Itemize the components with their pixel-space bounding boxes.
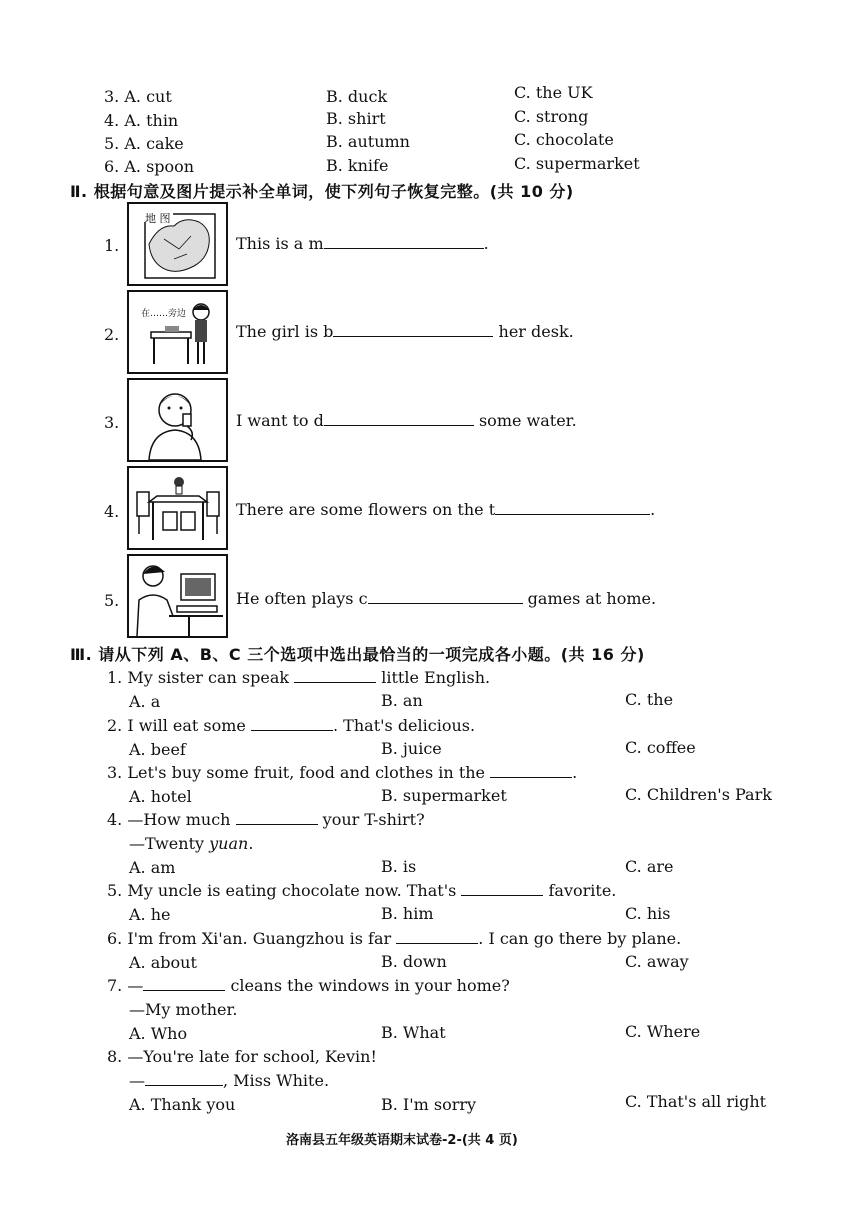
question-text: favorite.: [548, 881, 617, 900]
option-c: C. strong: [514, 107, 589, 126]
sentence-end: games at home.: [527, 589, 657, 608]
option-a: 3. A. cut: [104, 87, 172, 106]
boy-drinking-picture: [127, 378, 228, 462]
answer-blank[interactable]: [143, 976, 225, 991]
reply-text: —: [129, 1071, 145, 1090]
option-a[interactable]: A. am: [129, 858, 176, 877]
option-b[interactable]: B. him: [381, 904, 434, 923]
question-text: 3. Let's buy some fruit, food and clothes in the: [107, 763, 486, 782]
sentence-start: I want to: [236, 411, 309, 430]
sentence-end: .: [483, 234, 489, 253]
picture-label: 地 图: [145, 212, 171, 225]
option-a[interactable]: A. Thank you: [129, 1095, 236, 1114]
reply-italic: yuan: [209, 834, 249, 853]
item-number: 1.: [104, 236, 120, 255]
option-b[interactable]: B. is: [381, 857, 417, 876]
option-b[interactable]: B. an: [381, 691, 423, 710]
sentence-start: He often plays: [236, 589, 354, 608]
option-c[interactable]: C. are: [625, 857, 674, 876]
item-number: 4.: [104, 502, 120, 521]
answer-blank[interactable]: [145, 1071, 223, 1086]
sentence-end: some water.: [478, 411, 577, 430]
option-c[interactable]: C. Children's Park: [625, 785, 772, 804]
option-a: 4. A. thin: [104, 111, 179, 130]
question-8-reply: [129, 1071, 329, 1090]
answer-blank[interactable]: [368, 589, 523, 604]
sentence-end: .: [650, 500, 656, 519]
first-letter: d: [313, 411, 324, 430]
reply-text: —Twenty: [129, 834, 205, 853]
reply-end: .: [248, 834, 254, 853]
option-c[interactable]: C. Where: [625, 1022, 701, 1041]
option-a[interactable]: A. a: [129, 692, 161, 711]
answer-blank[interactable]: [324, 411, 474, 426]
first-letter: c: [358, 589, 368, 608]
answer-blank[interactable]: [396, 929, 478, 944]
option-c[interactable]: C. That's all right: [625, 1092, 767, 1111]
first-letter: t: [488, 500, 496, 519]
sentence-start: There are some flowers on the: [236, 500, 484, 519]
reply-end: , Miss White.: [223, 1071, 330, 1090]
answer-blank[interactable]: [324, 234, 484, 249]
question-6: [107, 929, 681, 948]
question-text: 2. I will eat some: [107, 716, 246, 735]
option-a: 6. A. spoon: [104, 157, 195, 176]
option-b[interactable]: B. juice: [381, 739, 442, 758]
option-b[interactable]: B. down: [381, 952, 447, 971]
option-a: 5. A. cake: [104, 134, 184, 153]
answer-blank[interactable]: [236, 810, 318, 825]
question-text: 6. I'm from Xi'an. Guangzhou is far: [107, 929, 392, 948]
question-text: your T-shirt?: [322, 810, 425, 829]
section2-heading: Ⅱ. 根据句意及图片提示补全单词，使下列句子恢复完整。(共 10 分): [70, 182, 574, 201]
sentence-start: This is a: [236, 234, 304, 253]
option-c: C. chocolate: [514, 130, 614, 149]
question-text: 1. My sister can speak: [107, 668, 290, 687]
option-c[interactable]: C. the: [625, 690, 674, 709]
option-a[interactable]: A. hotel: [129, 787, 192, 806]
question-5: [107, 881, 616, 900]
option-b: B. knife: [326, 156, 389, 175]
fill-sentence: [236, 589, 656, 608]
first-letter: b: [323, 322, 334, 341]
question-text: 7. —: [107, 976, 144, 995]
answer-blank[interactable]: [333, 322, 493, 337]
question-7: [107, 976, 510, 995]
option-a[interactable]: A. about: [129, 953, 197, 972]
item-number: 3.: [104, 413, 120, 432]
girl-beside-desk-picture: [127, 290, 228, 374]
question-text: cleans the windows in your home?: [230, 976, 510, 995]
option-b: B. duck: [326, 87, 388, 106]
map-picture: [127, 202, 228, 286]
option-c[interactable]: C. coffee: [625, 738, 696, 757]
question-text: .: [572, 763, 578, 782]
option-c: C. supermarket: [514, 154, 640, 173]
option-b: B. autumn: [326, 132, 410, 151]
question-4-reply: [129, 834, 253, 853]
answer-blank[interactable]: [251, 716, 333, 731]
option-c[interactable]: C. his: [625, 904, 671, 923]
question-2: [107, 716, 475, 735]
answer-blank[interactable]: [490, 763, 572, 778]
fill-sentence: [236, 500, 655, 519]
question-8: 8. —You're late for school, Kevin!: [107, 1047, 377, 1066]
answer-blank[interactable]: [461, 881, 543, 896]
question-4: [107, 810, 425, 829]
question-text: little English.: [381, 668, 491, 687]
picture-label: 在……旁边: [141, 309, 187, 319]
table-flowers-picture: [127, 466, 228, 550]
page-footer: 洛南县五年级英语期末试卷-2-(共 4 页): [286, 1133, 518, 1148]
first-letter: m: [308, 234, 324, 253]
question-3: [107, 763, 577, 782]
question-text: . I can go there by plane.: [478, 929, 682, 948]
option-b[interactable]: B. I'm sorry: [381, 1095, 477, 1114]
section3-heading: Ⅲ. 请从下列 A、B、C 三个选项中选出最恰当的一项完成各小题。(共 16 分): [70, 645, 645, 664]
question-text: 5. My uncle is eating chocolate now. That's: [107, 881, 457, 900]
question-7-reply: —My mother.: [129, 1000, 238, 1019]
option-a[interactable]: A. he: [129, 905, 171, 924]
sentence-start: The girl is: [236, 322, 319, 341]
fill-sentence: [236, 322, 574, 341]
fill-sentence: [236, 234, 489, 253]
question-text: 4. —How much: [107, 810, 231, 829]
option-a[interactable]: A. Who: [129, 1024, 188, 1043]
option-b[interactable]: B. What: [381, 1023, 446, 1042]
question-1: [107, 668, 490, 687]
option-c: C. the UK: [514, 83, 593, 102]
fill-sentence: [236, 411, 577, 430]
boy-computer-picture: [127, 554, 228, 638]
answer-blank[interactable]: [495, 500, 650, 515]
sentence-end: her desk.: [498, 322, 574, 341]
option-b[interactable]: B. supermarket: [381, 786, 507, 805]
answer-blank[interactable]: [294, 668, 376, 683]
option-a[interactable]: A. beef: [129, 740, 186, 759]
question-text: . That's delicious.: [333, 716, 476, 735]
option-c[interactable]: C. away: [625, 952, 689, 971]
item-number: 2.: [104, 325, 120, 344]
item-number: 5.: [104, 591, 120, 610]
option-b: B. shirt: [326, 109, 386, 128]
